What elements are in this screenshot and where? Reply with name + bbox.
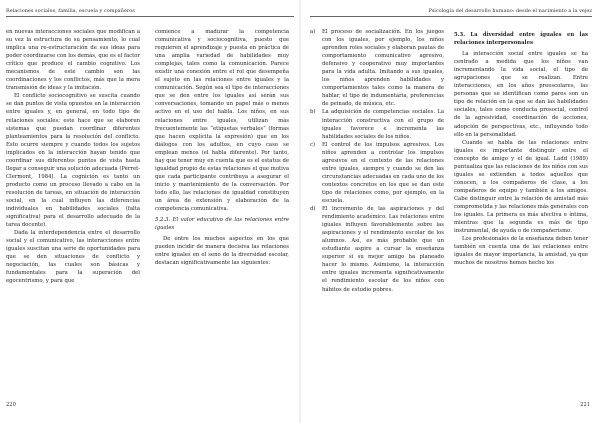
page-number-left: 220 — [6, 402, 16, 408]
left-column-2 — [155, 28, 289, 392]
list-item — [310, 141, 444, 205]
paragraph: en nuevas interacciones sociales que modifican a su vez la estructura de su pensamiento, lo cual implica una re-estructuración de sus ideas para poder coordinarse con los demás, que es el factor crítico que produce el cambio cognitivo. Los mecanismos de este cambio son las coordinaciones y los conflictos, más que la mera transmisión de ideas y la imitación. — [6, 29, 140, 92]
paragraph: Los profesionales de la enseñanza deben tener también en cuenta una de las relaciones entre iguales de mayor importancia, la amistad, ya que muchos de nosotros hemos hecho los — [454, 236, 588, 267]
paragraph: El conflicto sociocognitivo se suscita cuando se dan puntos de vista opuestos en la interacción entre iguales y, en general, en todo tipo de relaciones sociales; este hace que se elaboren sistemas que puedan coordinar diferentes planteamientos para la resolución del conflicto. Esto ocurre siempre y cuando todos los sujetos implicados en la interacción hayan tenido que coordinar sus diferentes puntos de vista hasta llegar a conseguir una solución adecuada (Perret-Clermont, 1984). La cognición es tanto un producto como un proceso llevado a cabo en la resolución de tareas, en situación de interacción social, en la cual influyen las diferencias individuales en habilidades sociales (falta significativa) para el desarrollo adecuado de la tarea docente). — [6, 93, 140, 229]
list-item-text: El incremento de las aspiraciones y del rendimiento académico. Las relaciones entre iguales influyen favorablemente sobre las aspiraciones y el rendimiento escolar de los alumnos. Así, es más probable que un estudiante aspire a cursar la enseñanza superior si su mejor amigo ha planeado hacer lo mismo. Asimismo, la interacción entre iguales incrementa significativamente el rendimiento escolar de los niños con hábitos de estudio pobres. — [322, 206, 444, 293]
paragraph: Cuando se habla de las relaciones entre iguales es importante distinguir entre el concepto de amigo y el de igual. Ladd (1989) puntualiza que las relaciones de los niños con sus iguales se extienden a todos aquellos que conocen, a los compañeros de clase, a los compañeros de equipo y también a los amigos. Cabe distinguir entre la relación de amistad más comprometida y las relaciones más generales con los iguales. La primera es más afectiva e íntima, mientras que la segunda es más de tipo instrumental, de ayuda o de compañerismo. — [454, 139, 588, 235]
list-item — [310, 205, 444, 294]
list-item-text: El proceso de socialización. En los juegos con los iguales, por ejemplo, los niños aprenden roles sociales y elaboran pautas de comportamiento comunicativo agresivo, defensivo y cooperativo muy importantes para la vida adulta. Imitando a sus iguales, los niños aprenden habilidades y comportamientos tales como la manera de hablar, el tipo de indumentaria, preferencias de peinado, de música, etc. — [322, 29, 444, 108]
list-item-text: El control de los impulsos agresivos. Los niños aprenden a controlar los impulsos agresivos en el contexto de las relaciones entre iguales, siempre y cuando se den las circunstancias adecuadas en cada uno de los contextos concretos en los que se dan este tipo de relaciones como, por ejemplo, en la escuela. — [322, 141, 444, 204]
benefits-list — [310, 28, 444, 294]
list-marker: c) — [310, 141, 316, 148]
paragraph: De entre los muchos aspectos en los que pueden incidir de manera decisiva las relaciones entre iguales en el seno de la diversidad escolar, destacan significativamente las siguientes: — [155, 236, 289, 267]
page-number-right: 221 — [580, 402, 590, 408]
list-item — [310, 28, 444, 108]
running-head-left: Relaciones sociales, familia, escuela y compañeros — [6, 8, 135, 14]
left-page — [0, 0, 298, 423]
paragraph: Dada la interdependencia entre el desarrollo social y el comunicativo, las interacciones entre iguales suscitan una serie de oportunidades para que se den situaciones de conflicto y negociación, las cuales son básicas y fundamentales para la superación del egocentrismo, y para que — [6, 230, 140, 285]
paragraph: comience a madurar la competencia comunicativa y sociocognitiva, puesto que requieren el aprendizaje y puesta en práctica de una amplia variedad de habilidades muy complejas, tales como la comunicación. Parece existir una conexión entre el rol que desempeña el sujeto en las relaciones entre iguales y la comunicación. Según sea el tipo de interacciones que se den entre los iguales así serán sus conversaciones, tomando un papel más o menos activo en el uso del habla. Los niños, en sus relaciones entre iguales, utilizan más frecuentemente las “etiquetas verbales” (formas que hacen explícita la expresión) que en los diálogos con los adultos, en cuyo caso se emplean menos (el habla diferente). Por tanto, hay que tener muy en cuenta que es el estatus de igualdad propio de estas relaciones el que motiva que cada participante contribuya a asegurar el inicio y mantenimiento de la conversación. Por todo ello, las relaciones de igualdad constituyen un área de extensión y elaboración de la competencia comunicativa. — [155, 29, 289, 213]
section-title: 5.3. La diversidad entre iguales en las relaciones interpersonales — [454, 32, 588, 47]
list-marker: a) — [310, 29, 316, 35]
right-page — [302, 0, 600, 423]
list-marker: b) — [310, 109, 316, 116]
list-marker: d) — [310, 206, 316, 213]
header-rule-left — [6, 16, 294, 17]
list-item — [310, 108, 444, 140]
list-item-text: La adquisición de competencias sociales. La interacción constructiva con el grupo de iguales favorece e incrementa las habilidades sociales de los niños. — [322, 109, 444, 140]
left-column-1 — [6, 28, 140, 392]
right-column-1 — [310, 28, 444, 392]
paragraph: La interacción social entre iguales se ha centrado a medida que los niños van incrementando la vida social, el tipo de agrupaciones que se realizan. Entre interacciones, en los años preescolares, las personas que se identifican como pares son un tipo de relación en la que se dan las habilidades sociales, tales como conducta prosocial, control de la agresividad, coordinación de acciones, adopción de perspectivas, etc., influyendo todo ello en la personalidad. — [454, 51, 588, 138]
running-head-right: Psicología del desarrollo humano: desde el nacimiento a la vejez — [428, 8, 592, 14]
subsection-title: 5.2.3. El valor educativo de las relaciones entre iguales — [155, 217, 289, 232]
header-rule-right — [310, 16, 592, 17]
book-gutter — [299, 0, 301, 423]
right-column-2 — [454, 28, 588, 392]
